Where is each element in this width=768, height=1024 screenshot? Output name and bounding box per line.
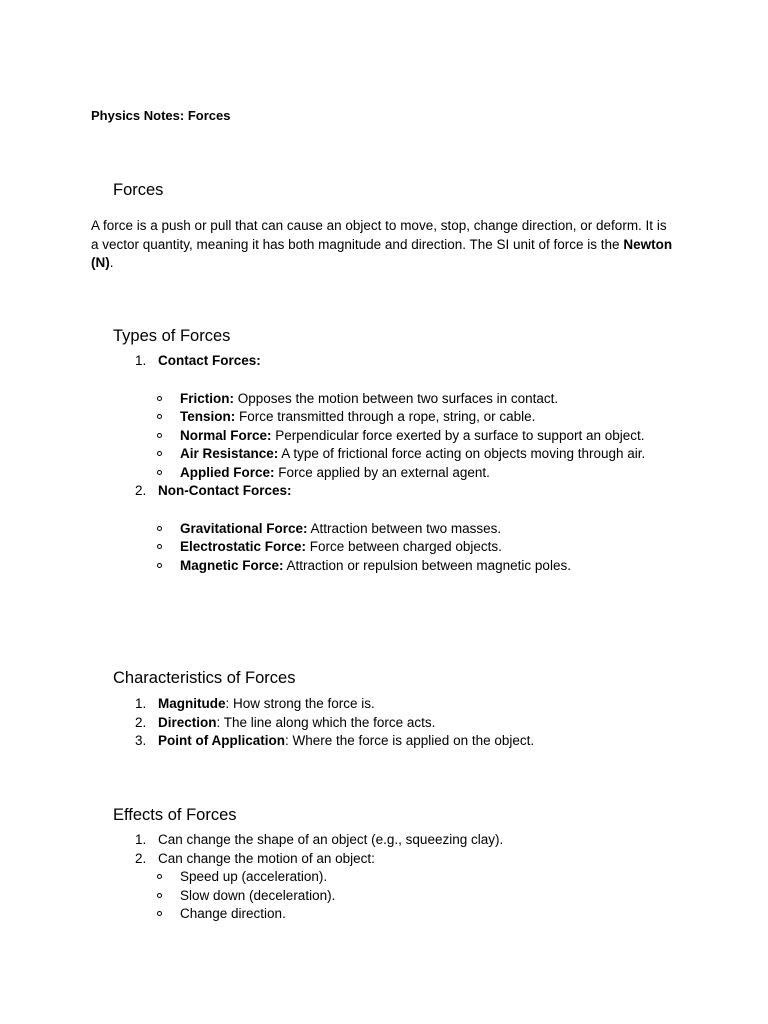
list-number: 1. — [135, 832, 147, 847]
item-term: Point of Application — [158, 733, 285, 748]
bullet-icon — [157, 874, 162, 879]
item-desc: Attraction or repulsion between magnetic poles. — [283, 557, 571, 573]
item-text: Can change the shape of an object (e.g., squeezing clay). — [158, 832, 504, 847]
item-desc: Force between charged objects. — [306, 539, 502, 554]
heading-effects: Effects of Forces — [113, 806, 237, 824]
sub-list-item — [135, 905, 660, 924]
bullet-icon — [157, 451, 162, 456]
list-number: 2. — [135, 850, 147, 866]
item-term: Normal Force: — [180, 427, 272, 443]
sub-list-item — [135, 520, 660, 539]
list-item — [135, 695, 675, 714]
list-number: 1. — [135, 696, 147, 711]
sub-list-item — [135, 427, 660, 446]
heading-types-of-forces: Types of Forces — [113, 327, 231, 345]
document-title: Physics Notes: Forces — [91, 108, 231, 123]
sub-list-item — [135, 390, 660, 409]
paragraph-end: . — [109, 255, 114, 270]
item-desc: A type of frictional force acting on objects moving through air. — [278, 446, 646, 461]
bullet-icon — [157, 470, 162, 475]
bullet-icon — [157, 563, 162, 568]
bullet-icon — [157, 911, 162, 916]
characteristics-list — [135, 695, 675, 751]
bullet-icon — [157, 544, 162, 549]
list-item — [135, 732, 675, 751]
item-desc: : How strong the force is. — [225, 696, 375, 711]
item-desc: Opposes the motion between two surfaces in contact. — [234, 390, 559, 406]
list-item — [135, 831, 675, 850]
item-desc: Force transmitted through a rope, string, or cable. — [235, 409, 536, 424]
item-term: Electrostatic Force: — [180, 539, 307, 554]
sub-list-item — [135, 464, 660, 483]
group-label: Contact Forces: — [158, 353, 261, 368]
list-item — [135, 850, 675, 869]
heading-characteristics: Characteristics of Forces — [113, 669, 296, 687]
sub-list-item — [135, 408, 660, 427]
item-text: Change direction. — [180, 906, 286, 921]
item-desc: Attraction between two masses. — [307, 520, 502, 536]
item-desc: Perpendicular force exerted by a surface to support an object. — [271, 427, 645, 443]
item-text: Slow down (deceleration). — [180, 887, 336, 903]
bullet-icon — [157, 433, 162, 438]
types-list — [135, 352, 675, 575]
bullet-icon — [157, 893, 162, 898]
item-term: Magnitude — [158, 696, 226, 711]
sub-list-item — [135, 445, 660, 464]
list-number: 2. — [135, 483, 147, 498]
list-item — [135, 714, 675, 733]
item-term: Gravitational Force: — [180, 520, 308, 536]
item-term: Air Resistance: — [180, 446, 279, 461]
group-label: Non-Contact Forces: — [158, 483, 292, 498]
sub-list-item — [135, 887, 660, 906]
item-term: Direction — [158, 714, 217, 730]
list-item — [135, 352, 675, 371]
paragraph-text: A force is a push or pull that can cause an object to move, stop, change direction, or deform. It is a vector quantity, meaning it has both magnitude and direction. The SI unit of force is the — [91, 218, 667, 252]
item-desc: : The line along which the force acts. — [216, 714, 436, 730]
list-number: 2. — [135, 714, 147, 730]
item-term: Magnetic Force: — [180, 557, 284, 573]
forces-paragraph — [91, 217, 676, 273]
sub-list-item — [135, 538, 660, 557]
sub-list-item — [135, 868, 660, 887]
list-item — [135, 482, 675, 501]
heading-forces: Forces — [113, 181, 164, 199]
item-desc: : Where the force is applied on the object. — [284, 733, 535, 748]
item-term: Applied Force: — [180, 464, 275, 480]
item-term: Tension: — [180, 409, 236, 424]
item-desc: Force applied by an external agent. — [274, 464, 490, 480]
paragraph-bold-text: Newton (N) — [91, 236, 673, 270]
item-term: Friction: — [180, 390, 234, 406]
effects-list — [135, 831, 675, 924]
item-text: Speed up (acceleration). — [180, 869, 328, 884]
item-text: Can change the motion of an object: — [158, 850, 375, 866]
bullet-icon — [157, 526, 162, 531]
list-number: 3. — [135, 733, 147, 748]
bullet-icon — [157, 396, 162, 401]
sub-list-item — [135, 557, 660, 576]
bullet-icon — [157, 414, 162, 419]
list-number: 1. — [135, 353, 147, 368]
